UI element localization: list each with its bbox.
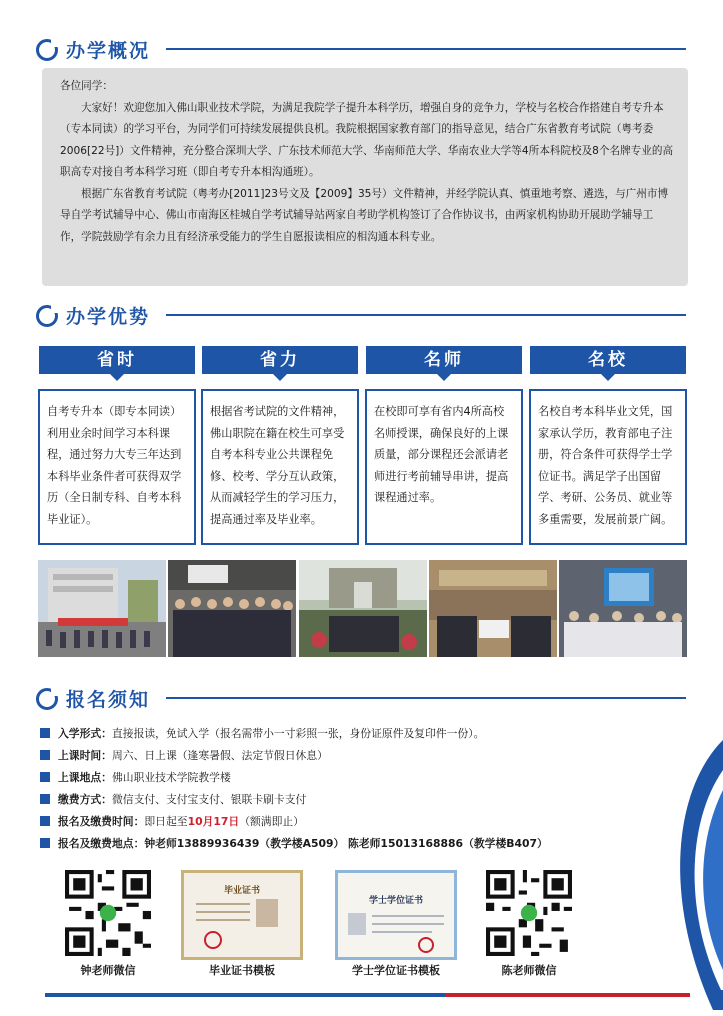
enroll-title: 报名须知 [66, 689, 151, 711]
overview-section-header [36, 36, 686, 64]
advantage-head-1: 省时 [39, 346, 195, 374]
advantage-text-3: 在校即可享有省内4所高校名师授课，确保良好的上课质量，部分课程还会派请老师进行考前辅导串讲，提高课程通过率。 [365, 389, 523, 545]
list-item [40, 745, 660, 767]
decorative-swoosh [663, 730, 723, 1010]
qr-code-icon [486, 870, 572, 956]
req-label: 上课时间： [58, 749, 112, 762]
overview-title: 办学概况 [66, 40, 151, 62]
square-bullet-icon [40, 750, 50, 760]
req-label: 入学形式： [58, 727, 112, 740]
enroll-section-header [36, 685, 686, 713]
req-label: 报名及缴费地点： [58, 837, 145, 850]
cert2-caption: 学士学位证书模板 [352, 964, 440, 977]
photo-hall-group [429, 560, 557, 657]
footer-bar-blue [45, 993, 445, 997]
list-item [40, 767, 660, 789]
square-bullet-icon [40, 728, 50, 738]
req-value: 微信支付、支付宝支付、银联卡刷卡支付 [111, 793, 307, 806]
req-label: 上课地点： [58, 771, 112, 784]
square-bullet-icon [40, 772, 50, 782]
requirements-list [40, 723, 660, 855]
circle-icon [36, 39, 58, 61]
req-value: 钟老师13889936439（教学楼A509） 陈老师15013168886（教学楼B407） [144, 837, 548, 850]
advantages-title: 办学优势 [66, 306, 151, 328]
photo-archway-group [299, 560, 427, 657]
list-item [40, 789, 660, 811]
advantage-head-3: 名师 [366, 346, 522, 374]
graduation-cert-template [181, 870, 303, 977]
circle-icon [36, 305, 58, 327]
cert2-title: 学士学位证书 [368, 896, 423, 906]
deadline-date: 10月17日 [187, 815, 240, 828]
intro-greeting: 各位同学： [60, 80, 113, 92]
advantage-text-4: 名校自考本科毕业文凭，国家承认学历，教育部电子注册，符合条件可获得学士学位证书。满足学子出国留学、考研、公务员、就业等多重需要，发展前景广阔。 [529, 389, 687, 545]
advantage-text-1: 自考专升本（即专本同读）利用业余时间学习本科课程，通过努力大专三年达到本科毕业条件者可获得双学历（全日制专科、自考本科毕业证）。 [38, 389, 196, 545]
req-value-suffix: （额满即止） [239, 815, 304, 828]
list-item [40, 723, 660, 745]
cert1-caption: 毕业证书模板 [209, 964, 275, 977]
cert1-title: 毕业证书 [223, 886, 260, 896]
req-value: 直接报读，免试入学（报名需带小一寸彩照一张，身份证原件及复印件一份）。 [111, 727, 485, 740]
advantage-text-2: 根据省考试院的文件精神，佛山职院在籍在校生可享受自考本科专业公共课程免修、校考、学分互认政策，从而减轻学生的学习压力，提高通过率及毕业率。 [201, 389, 359, 545]
list-item [40, 811, 660, 833]
advantages-section-header [36, 302, 686, 330]
photo-classroom-group [168, 560, 296, 657]
qr-code-icon [65, 870, 151, 956]
intro-box [42, 68, 688, 286]
portrait-icon [256, 899, 278, 927]
divider [166, 697, 686, 699]
qr-chen-caption: 陈老师微信 [501, 964, 557, 977]
seal-icon [204, 931, 222, 949]
portrait-icon [348, 913, 366, 935]
req-label: 缴费方式： [58, 793, 112, 806]
circle-icon [36, 688, 58, 710]
photo-lecture-room [559, 560, 687, 657]
photo-campus-gate [38, 560, 166, 657]
degree-cert-template [335, 870, 457, 977]
divider [166, 48, 686, 50]
qr-chen [486, 870, 572, 977]
seal-icon [418, 937, 434, 953]
req-value: 周六、日上课（逢寒暑假、法定节假日休息） [111, 749, 328, 762]
advantage-head-4: 名校 [530, 346, 686, 374]
intro-paragraph-1: 大家好！欢迎您加入佛山职业技术学院，为满足我院学子提升本科学历，增强自身的竞争力，学校与名校合作搭建自考专升本（专本同读）的学习平台，为同学们可持续发展提供良机。我院根据国家教育部门的指导意见，结合广东省教育考试院（粤考委2006[22号]）文件精神，充分整合深圳大学、广东技术师范大学、华南师范大学、华南农业大学等4所本科院校及8个名牌专业的高职高专对接自考本科学习班（即自考专升本相沟通班）。 [60, 101, 674, 178]
divider [166, 314, 686, 316]
footer-bar-red [445, 993, 690, 997]
req-label: 报名及缴费时间： [58, 815, 145, 828]
qr-zhong-caption: 钟老师微信 [80, 964, 136, 977]
advantage-head-2: 省力 [202, 346, 358, 374]
certificate-icon [181, 870, 303, 960]
req-value: 佛山职业技术学院教学楼 [111, 771, 231, 784]
intro-paragraph-2: 根据广东省教育考试院（粤考办[2011]23号文及【2009】35号）文件精神，并经学院认真、慎重地考察、遴选，与广州市博导自学考试辅导中心、佛山市南海区桂城自学考试辅导站两家自考助学机构签订了合作协议书，由两家机构协助开展助学辅导工作，学院鼓励学有余力且有经济承受能力的学生自愿报读相应的相沟通本科专业。 [60, 187, 669, 243]
square-bullet-icon [40, 816, 50, 826]
certificate-icon [335, 870, 457, 960]
req-value: 即日起至 [144, 815, 188, 828]
list-item [40, 833, 660, 855]
square-bullet-icon [40, 838, 50, 848]
square-bullet-icon [40, 794, 50, 804]
qr-zhong [65, 870, 151, 977]
